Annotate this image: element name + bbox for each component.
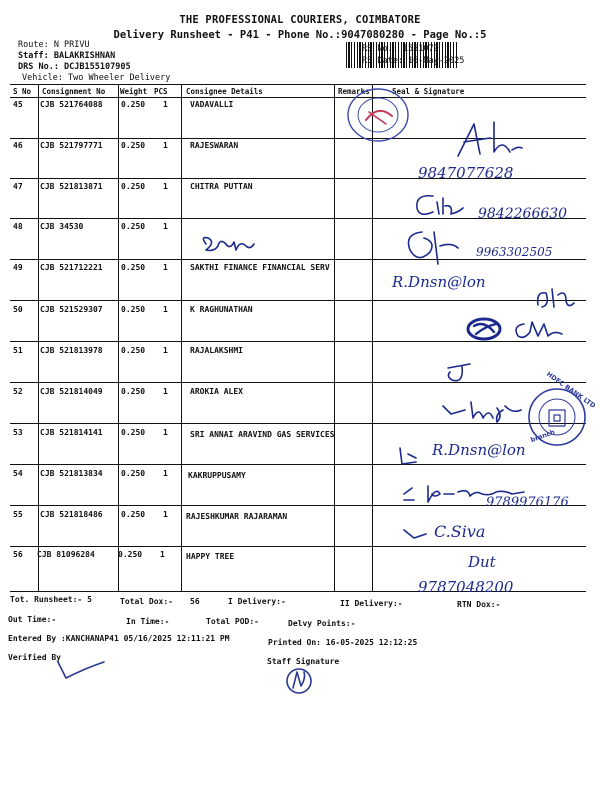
staff-signature (282, 664, 316, 698)
handwritten-name: Dut (468, 553, 496, 571)
staff-label: Staff: BALAKRISHNAN (18, 51, 116, 61)
row-weight: 0.250 (121, 469, 146, 478)
handwritten-name: C.Siva (434, 522, 486, 541)
row-consignment: CJB 521813978 (40, 346, 103, 355)
col-header-remarks: Remarks (338, 87, 370, 96)
row-weight: 0.250 (121, 182, 146, 191)
in-time: In Time:- (126, 617, 170, 626)
staff-signature-label: Staff Signature (267, 657, 340, 666)
row-consignee: RAJESWARAN (190, 141, 239, 150)
total-pod: Total POD:- (206, 617, 259, 626)
handwritten-name: R.Dnsn@lon (432, 441, 526, 459)
row-sno: 54 (13, 469, 23, 478)
row-sno: 52 (13, 387, 23, 396)
delvy-points: Delvy Points:- (288, 619, 356, 628)
row-pcs: 1 (163, 428, 168, 437)
handwritten-name: R.Dnsn@lon (392, 273, 486, 291)
row-consignee: SAKTHI FINANCE FINANCIAL SERV (190, 263, 330, 272)
row-sno: 46 (13, 141, 23, 150)
row-consignment: CJB 521529307 (40, 305, 103, 314)
row-consignee: SRI ANNAI ARAVIND GAS SERVICES (190, 430, 335, 439)
col-header-consignment: Consignment No (42, 87, 106, 96)
row-sno: 56 (13, 550, 23, 559)
total-dox-label: Total Dox:- (120, 597, 173, 606)
signature-mark (440, 358, 490, 388)
row-sno: 51 (13, 346, 23, 355)
rtn-dox: RTN Dox:- (457, 600, 501, 609)
row-consignee: CHITRA PUTTAN (190, 182, 253, 191)
col-divider (334, 84, 335, 591)
row-sno: 49 (13, 263, 23, 272)
signature-mark (437, 396, 527, 426)
row-separator (10, 259, 586, 260)
row-consignment: CJB 521814049 (40, 387, 103, 396)
row-sno: 48 (13, 222, 23, 231)
tot-runsheet: Tot. Runsheet:- 5 (10, 595, 92, 604)
row-weight: 0.250 (121, 428, 146, 437)
row-consignee: RAJESHKUMAR RAJARAMAN (186, 512, 288, 521)
row-pcs: 1 (163, 510, 168, 519)
row-sno: 45 (13, 100, 23, 109)
row-consignee: KAKRUPPUSAMY (188, 471, 246, 480)
signature-mark (400, 224, 470, 269)
row-consignee: VADAVALLI (190, 100, 234, 109)
rs-date: RS Date: 16-May-2025 (362, 56, 465, 66)
entered-by: Entered By :KANCHANAP41 05/16/2025 12:11:21 PM (8, 634, 230, 643)
col-divider (372, 84, 373, 591)
row-weight: 0.250 (121, 263, 146, 272)
row-consignee: RAJALAKSHMI (190, 346, 243, 355)
row-separator (10, 300, 586, 301)
row-separator (10, 382, 586, 383)
ii-delivery: II Delivery:- (340, 599, 403, 608)
row-pcs: 1 (160, 550, 165, 559)
row-pcs: 1 (163, 182, 168, 191)
drs-number: DRS No.: DCJB155107905 (18, 62, 131, 72)
handwritten-phone: 9789976176 (486, 495, 569, 510)
row-separator (10, 546, 586, 547)
col-header-sno: S No (13, 87, 32, 96)
row-consignment: CJB 34530 (40, 222, 84, 231)
row-separator (10, 464, 586, 465)
row-pcs: 1 (163, 141, 168, 150)
runsheet-subtitle: Delivery Runsheet - P41 - Phone No.:9047080280 - Page No.:5 (113, 29, 487, 41)
courier-seal-stamp (336, 80, 426, 150)
vehicle-label: Vehicle: Two Wheeler Delivery (22, 73, 171, 83)
row-sno: 50 (13, 305, 23, 314)
row-consignment: CJB 521818486 (40, 510, 103, 519)
bank-stamp-text: HDFC BANK LTD (544, 370, 597, 410)
signature-mark (392, 440, 432, 470)
row-sno: 53 (13, 428, 23, 437)
handwritten-phone: 9847077628 (418, 164, 514, 182)
bank-stamp-branch: branch (529, 427, 556, 445)
signature-mark (405, 188, 475, 223)
signature-mark (450, 118, 530, 168)
route-label: Route: N PRIVU (18, 40, 90, 50)
signature-mark (532, 283, 582, 313)
row-consignment: CJB 521712221 (40, 263, 103, 272)
row-weight: 0.250 (121, 387, 146, 396)
col-header-weight: Weight (120, 87, 148, 96)
row-pcs: 1 (163, 305, 168, 314)
row-consignee: AROKIA ALEX (190, 387, 243, 396)
row-consignment: CJB 81096284 (37, 550, 95, 559)
row-pcs: 1 (163, 387, 168, 396)
signature-mark (398, 520, 434, 544)
row-consignment: CJB 521814141 (40, 428, 103, 437)
company-title: THE PROFESSIONAL COURIERS, COIMBATORE (179, 14, 421, 26)
col-divider (118, 84, 119, 591)
row-pcs: 1 (163, 100, 168, 109)
i-delivery: I Delivery:- (228, 597, 286, 606)
printed-on: Printed On: 16-05-2025 12:12:25 (268, 638, 418, 647)
verified-signature (52, 654, 112, 684)
row-consignee: K RAGHUNATHAN (190, 305, 253, 314)
table-top-rule (10, 84, 586, 85)
handwritten-phone: 9787048200 (418, 578, 514, 596)
row-consignment: CJB 521813834 (40, 469, 103, 478)
row-pcs: 1 (163, 222, 168, 231)
out-time: Out Time:- (8, 615, 57, 624)
row-weight: 0.250 (121, 222, 146, 231)
col-divider (38, 84, 39, 591)
row-weight: 0.250 (121, 100, 146, 109)
handwritten-phone: 9963302505 (476, 245, 553, 259)
col-divider (181, 84, 182, 591)
signature-mark (462, 312, 572, 346)
col-header-pcs: PCS (154, 87, 168, 96)
row-weight: 0.250 (118, 550, 143, 559)
col-header-consignee: Consignee Details (186, 87, 263, 96)
row-consignment: CJB 521797771 (40, 141, 103, 150)
row-consignment: CJB 521813871 (40, 182, 103, 191)
rs-number: RS No.: 1551079 (362, 44, 439, 54)
row-weight: 0.250 (121, 141, 146, 150)
verified-by-label: Verified By (8, 653, 61, 662)
row-weight: 0.250 (121, 305, 146, 314)
table-header-rule (10, 97, 586, 98)
handwritten-phone: 9842266630 (478, 206, 568, 222)
col-header-signature: Seal & Signature (392, 87, 465, 96)
row-pcs: 1 (163, 263, 168, 272)
row-pcs: 1 (163, 346, 168, 355)
row-sno: 55 (13, 510, 23, 519)
row-weight: 0.250 (121, 346, 146, 355)
row-consignee: HAPPY TREE (186, 552, 235, 561)
row-pcs: 1 (163, 469, 168, 478)
handwritten-name-48 (196, 232, 266, 256)
row-consignment: CJB 521764088 (40, 100, 103, 109)
total-dox-value: 56 (190, 597, 200, 606)
row-weight: 0.250 (121, 510, 146, 519)
row-sno: 47 (13, 182, 23, 191)
